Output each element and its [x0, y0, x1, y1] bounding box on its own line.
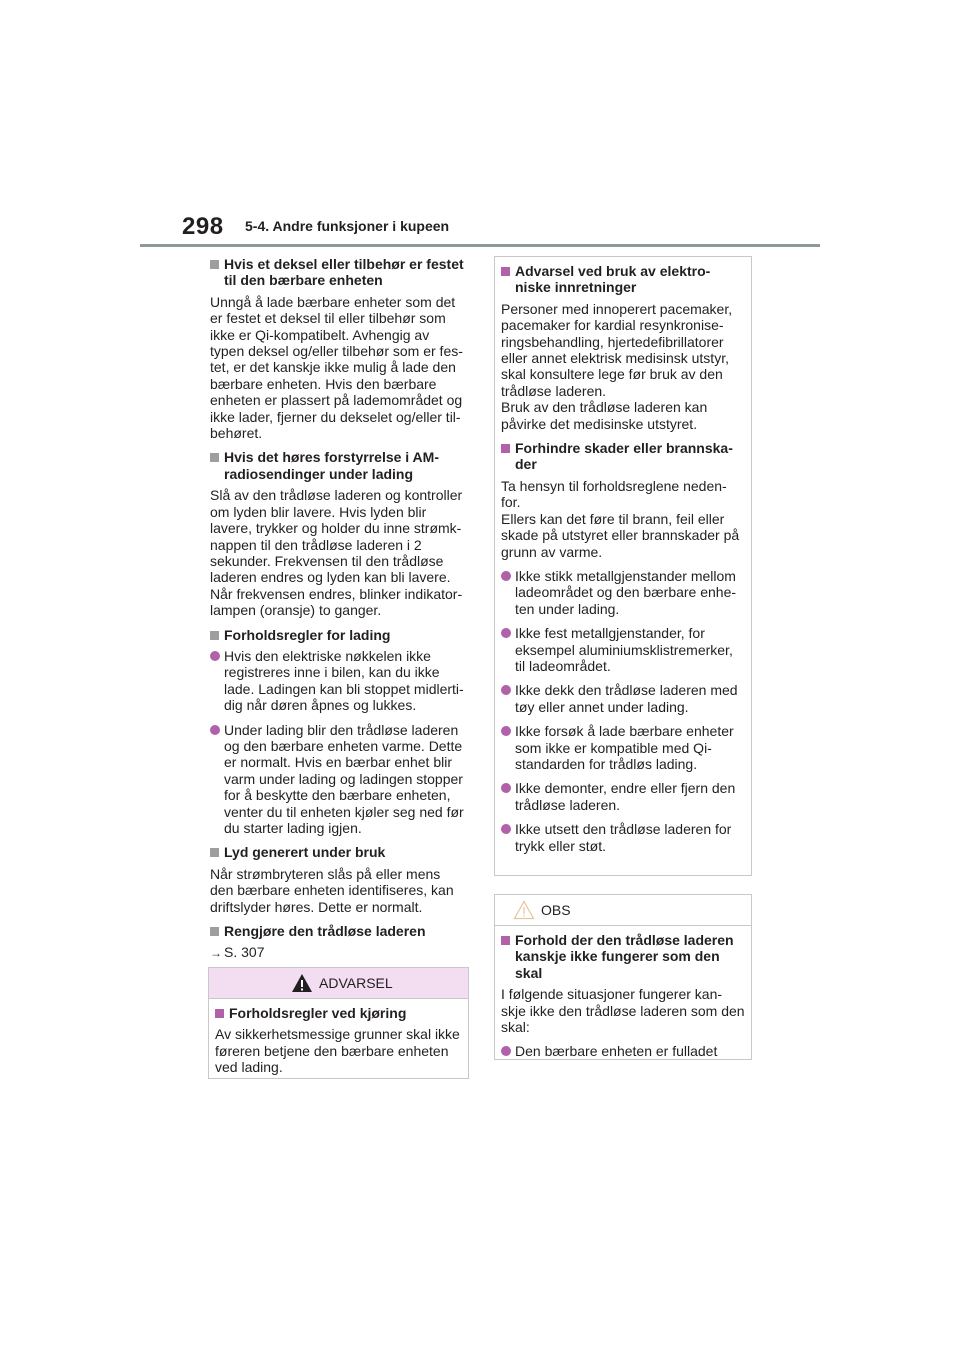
- heading-cover: Hvis et deksel eller tilbehør er festet til den bærbare enheten: [210, 256, 466, 289]
- heading-driving-precautions: Forholdsregler ved kjøring: [215, 1005, 462, 1021]
- bullet-metal-attach: Ikke fest metallgjenstander, for eksempel aluminiumsklistremerker, til ladeområdet.: [501, 625, 745, 674]
- heading-am-radio: Hvis det høres forstyrrelse i AM-radiosendinger under lading: [210, 449, 466, 482]
- heading-charging-precautions: Forholdsregler for lading: [210, 627, 466, 643]
- text-prevent-damage-2: Ellers kan det føre til brann, feil eller skade på utstyret eller brannskader på grunn av varme.: [501, 510, 740, 560]
- text-prevent-damage: Ta hensyn til forholdsreglene neden-for.: [501, 477, 727, 511]
- notice-bar: [495, 895, 751, 926]
- heading-cleaning: Rengjøre den trådløse laderen: [210, 923, 466, 939]
- heading-medical-devices: Advarsel ved bruk av elektro-niske innretninger: [501, 263, 745, 296]
- section-title: 5-4. Andre funksjoner i kupeen: [245, 218, 450, 234]
- notice-box: [494, 894, 752, 1060]
- header-rule: [140, 244, 820, 247]
- notice-label: OBS: [541, 902, 571, 918]
- notice-content: [495, 926, 751, 1060]
- bullet-incompatible: Ikke forsøk å lade bærbare enheter som ikke er kompatible med Qi-standarden for trådløs lading.: [501, 723, 745, 772]
- bullet-fully-charged: Den bærbare enheten er fulladet: [501, 1043, 745, 1059]
- bullet-key-not-detected: Hvis den elektriske nøkkelen ikke registreres inne i bilen, kan du ikke lade. Ladingen kan bli stoppet midlerti-dig når døren åpnes og lukkes.: [210, 648, 466, 714]
- warning-box: [208, 967, 469, 1079]
- bullet-metal-between: Ikke stikk metallgjenstander mellom ladeområdet og den bærbare enhe-ten under lading.: [501, 568, 745, 617]
- heading-malfunction: Forhold der den trådløse laderen kanskje ikke fungerer som den skal: [501, 932, 745, 981]
- page-reference-text: S. 307: [224, 944, 265, 961]
- arrow-right-icon: →: [210, 946, 222, 961]
- left-column: [210, 256, 466, 970]
- bullet-disassemble: Ikke demonter, endre eller fjern den trådløse laderen.: [501, 780, 745, 813]
- text-malfunction: I følgende situasjoner fungerer kan-skje ikke den trådløse laderen som den skal:: [501, 986, 745, 1036]
- bullet-heat: Under lading blir den trådløse laderen og den bærbare enheten varme. Dette er normalt. Hvis en bærbar enhet blir varm under lading og ladingen stopper for å beskytte den bærbare enheten, venter du til enheten kjøler seg ned før du starter lading igjen.: [210, 722, 466, 837]
- text-driving-precautions: Av sikkerhetsmessige grunner skal ikke føreren betjene den bærbare enheten ved lading.: [215, 1026, 460, 1076]
- bullet-cover: Ikke dekk den trådløse laderen med tøy eller annet under lading.: [501, 682, 745, 715]
- heading-prevent-damage: Forhindre skader eller brannska-der: [501, 440, 745, 473]
- warning-bar: [209, 968, 468, 999]
- page-number: 298: [182, 213, 224, 240]
- text-am-radio: Slå av den trådløse laderen og kontroller om lyden blir lavere. Hvis lyden blir lavere, trykker og holder du inne strømk-nappen til den trådløse laderen i 2 sekunder. Frekvensen til den trådløse laderen endres og lyden kan bli lavere. Når frekvensen endres, blinker indikator-lampen (oransje) to ganger.: [210, 487, 463, 619]
- warning-triangle-icon: [291, 973, 313, 993]
- text-sound: Når strømbryteren slås på eller mens den bærbare enheten identifiseres, kan driftslyder høres. Dette er normalt.: [210, 865, 454, 915]
- warning-content: [209, 999, 468, 1076]
- bullet-impact: Ikke utsett den trådløse laderen for trykk eller støt.: [501, 821, 745, 854]
- text-medical-devices-2: Bruk av den trådløse laderen kan påvirke det medisinske utstyret.: [501, 399, 708, 432]
- page-header: [0, 0, 960, 250]
- caution-triangle-icon: [513, 900, 535, 920]
- warning-continued-box: [494, 256, 752, 876]
- text-cover: Unngå å lade bærbare enheter som det er festet et deksel til eller tilbehør som ikke er Qi-kompatibelt. Avhengig av typen deksel og/eller tilbehør som er fes-tet, er det kanskje ikke mulig å lade den bærbare enheten. Hvis den bærbare enheten er plassert på lademområdet og ikke lader, fjerner du dekselet og/eller til-behøret.: [210, 293, 463, 442]
- text-medical-devices: Personer med innoperert pacemaker, pacemaker for kardial resynkronise-ringsbehandling, hjertedefibrillatorer eller annet elektrisk medisinsk utstyr, skal konsultere lege før bruk av den trådløse laderen.: [501, 300, 733, 399]
- warning-continued-content: [495, 257, 751, 854]
- page-reference[interactable]: [210, 944, 466, 961]
- warning-label: ADVARSEL: [319, 975, 393, 991]
- heading-sound: Lyd generert under bruk: [210, 844, 466, 860]
